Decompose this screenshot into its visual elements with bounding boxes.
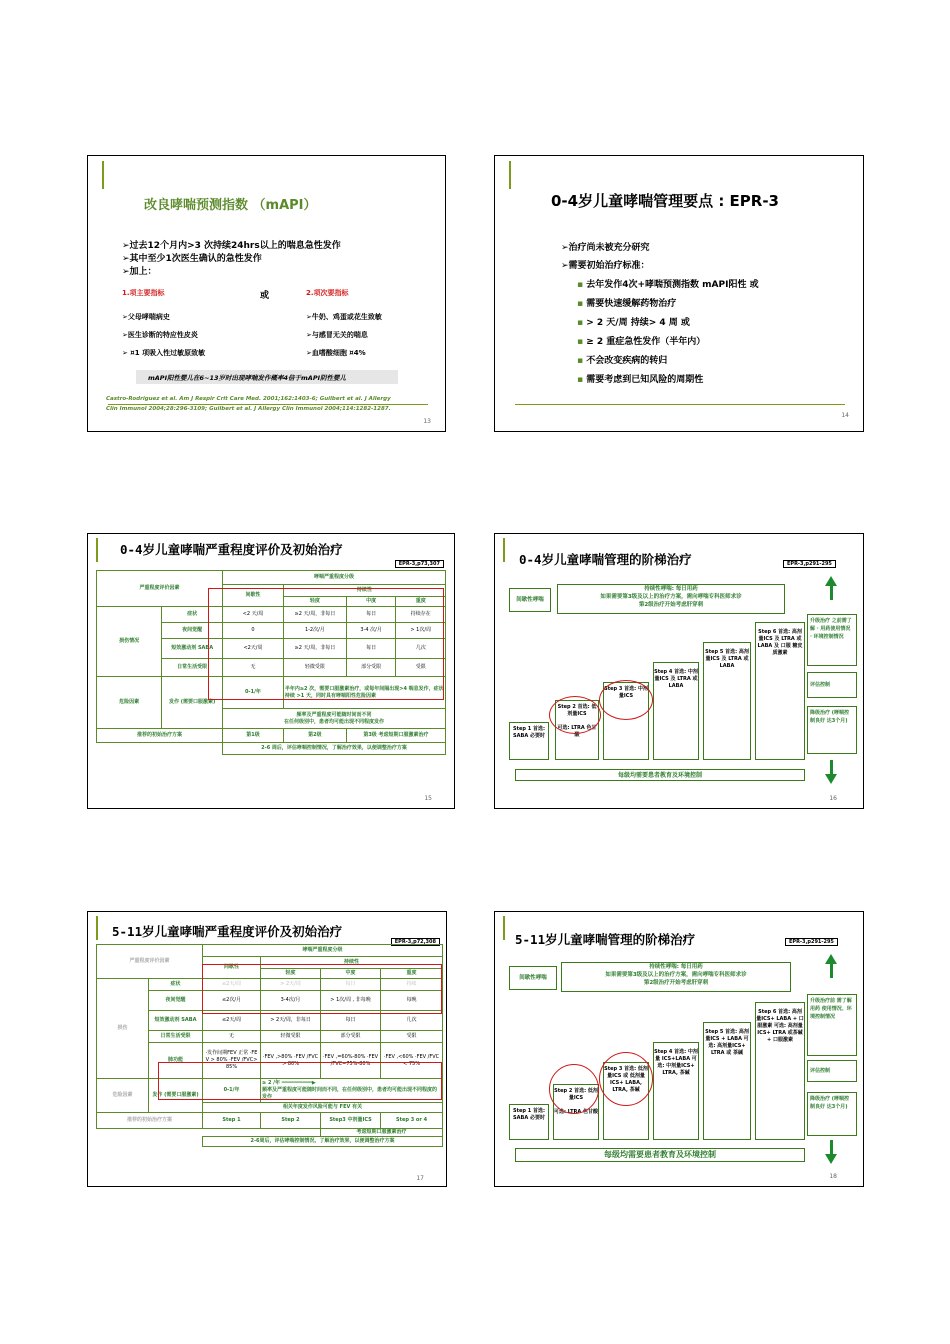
cell: 受限 xyxy=(381,1031,443,1043)
step-5: Step 5 首选: 高剂量ICS 及 LTRA 或LABA xyxy=(703,642,751,760)
cell: > 1次/周 xyxy=(396,623,446,639)
header-moderate: 中度 xyxy=(321,969,381,979)
up-arrow-shaft xyxy=(830,964,833,978)
row-label: 症状 xyxy=(162,607,223,623)
slide-title: 改良哮喘预测指数 （mAPI） xyxy=(144,198,317,213)
row-label: 推荐的初始治疗方案 xyxy=(97,729,223,743)
step-2: Step 2 首选: 低剂量ICS 可选: LTRA 色甘酸 xyxy=(555,700,599,760)
cell: 3-4次/月 xyxy=(261,991,321,1011)
step-3: Step 3 首选: 中剂量ICS xyxy=(603,682,649,760)
slide-title: 0-4岁儿童哮喘管理要点 : EPR-3 xyxy=(551,192,779,210)
step-3: Step 3 首选: 低剂量ICS 或 低剂量ICS+ LABA, LTRA, 茶碱 xyxy=(603,1062,649,1140)
cell: 每晚 xyxy=(381,991,443,1011)
row-label: 夜间觉醒 xyxy=(162,623,223,639)
sub-bullet: ▪ 需要快速缓解药物治疗 xyxy=(577,299,677,309)
cell: ≥2 天/周，非每日 xyxy=(283,639,346,659)
slide-title: 0-4岁儿童哮喘严重程度评价及初始治疗 xyxy=(120,542,343,557)
cell: 每日 xyxy=(346,639,396,659)
page-number: 15 xyxy=(424,795,432,802)
or-label: 或 xyxy=(260,291,270,301)
page-number: 17 xyxy=(416,1175,424,1182)
text-line: ➢加上： xyxy=(122,267,157,277)
cell: 几次 xyxy=(381,1011,443,1031)
highlight-circle xyxy=(549,696,601,734)
step-5: Step 5 首选: 高剂量ICS + LABA 可选: 高剂量ICS+ LTRA 或 茶碱 xyxy=(703,1022,751,1140)
cell: 持续存在 xyxy=(396,607,446,623)
slide-13 xyxy=(87,155,446,432)
cell: 0 xyxy=(223,623,284,639)
major-item: ➢父母哮喘病史 xyxy=(122,313,170,321)
page-number: 18 xyxy=(829,1173,837,1180)
slide-16 xyxy=(494,533,864,809)
header-moderate: 中度 xyxy=(346,597,396,607)
cell: 持续 xyxy=(381,979,443,991)
up-arrow-shaft xyxy=(830,586,833,600)
cell: 1-2次/月 xyxy=(283,623,346,639)
accent-line xyxy=(503,916,505,940)
cell: <2 天/周 xyxy=(223,607,284,623)
header-class: 哮喘严重程度分级 xyxy=(203,945,443,957)
step-4: Step 4 首选: 中剂量 ICS+LABA 可选: 中剂量ICS+ LTRA, 茶碱 xyxy=(653,1042,699,1140)
up-arrow-icon xyxy=(825,576,837,586)
reference-tag: EPR-3,p291-295 xyxy=(783,560,836,568)
cell: <2天/周 xyxy=(223,639,284,659)
cell: ·FEV ,<60% ·FEV /FVC < 75% xyxy=(381,1043,443,1079)
cell: 半年内≥2 次，需要口服激素治疗，或每年间隔出现>4 喘息发作，症状持续 >1 天，同时具有哮喘阳性危险因素 xyxy=(283,677,445,709)
cell: > 2天/周，非每日 xyxy=(261,1011,321,1031)
sub-bullet: ▪ > 2 天/周 持续> 4 周 或 xyxy=(577,318,690,328)
cell: ≥2 天/周，非每日 xyxy=(283,607,346,623)
sub-bullet: ▪ ≥ 2 重症急性发作（半年内） xyxy=(577,337,706,347)
text-line: ➢其中至少1次医生确认的急性发作 xyxy=(122,254,262,264)
step-1: Step 1 首选: SABA 必要时 xyxy=(509,1104,549,1140)
cell: Step 2 xyxy=(261,1113,321,1129)
major-item: ➢ ¤1 项吸入性过敏原致敏 xyxy=(122,349,206,357)
sub-bullet: ▪ 需要考虑到已知风险的周期性 xyxy=(577,375,704,385)
header-persistent: 持续性 xyxy=(261,957,443,969)
cell: 几次 xyxy=(396,639,446,659)
intermittent-label: 间歇性哮喘 xyxy=(509,588,551,612)
header-mild: 轻度 xyxy=(261,969,321,979)
cell: ·FEV ,=60%-80% ·FEV /FVC=75%-80% xyxy=(321,1043,381,1079)
cell: 无 xyxy=(223,659,284,677)
reference-tag: EPR-3,p72,308 xyxy=(391,938,440,946)
slide-14 xyxy=(494,155,864,432)
cell: ≥ 2 /年 ══════════▶ 频率及严重程度可能随时间而不同，在任何级别中，患者均可能出现不同程度的发作 xyxy=(261,1079,443,1103)
row-label: 夜间觉醒 xyxy=(149,991,203,1011)
reference-line: Clin Immunol 2004;28:296-3109; Guilbert et al. J Allergy Clin Immunol 2004;114:1282-1287. xyxy=(106,406,391,412)
cell: 部分受限 xyxy=(321,1031,381,1043)
cell: 2-6周后，评估哮喘控制情况，了解治疗效果，以便调整治疗方案 xyxy=(203,1137,443,1147)
cell: 考虑短期口服激素治疗 xyxy=(321,1129,443,1137)
reference-line: Castro-Rodriguez et al. Am J Respir Crit Care Med. 2001;162:1403-6; Guilbert et al. J Allergy xyxy=(106,396,391,402)
step-6: Step 6 首选: 高剂量ICS+ LABA + 口服激素 可选: 高剂量 ICS+ LTRA 或茶碱 + 口服激素 xyxy=(755,1002,805,1140)
accent-line xyxy=(515,404,845,405)
bullet: ➢治疗尚未被充分研究 xyxy=(561,243,650,253)
minor-item: ➢血嗜酸细胞 ¤4% xyxy=(306,349,366,357)
step-up-note: 升级治疗 之前需了解 · 用药使用情况 · 环境控制情况 xyxy=(807,614,857,666)
cell: 相关年度发作风险可能与 FEV 有关 xyxy=(203,1103,443,1113)
reference-tag: EPR-3,p291-295 xyxy=(785,938,838,946)
header-intermittent: 间歇性 xyxy=(223,585,284,607)
cell: 第1级 xyxy=(223,729,284,743)
cell: ·FEV ,>80% ·FEV /FVC> 80% xyxy=(261,1043,321,1079)
bullet: ➢需要初始治疗标准： xyxy=(561,261,650,271)
step-up-note: 升级治疗前 需了解用药 使用情况、环境控制情况 xyxy=(807,994,857,1056)
row-label: 推荐的初始治疗方案 xyxy=(97,1113,203,1129)
minor-item: ➢与感冒无关的喘息 xyxy=(306,331,368,339)
slide-17 xyxy=(87,911,447,1187)
down-arrow-icon xyxy=(825,1154,837,1164)
cell: ·发作间期FEV 正常 ·FEV > 80% ·FEV /FVC> 85% xyxy=(203,1043,261,1079)
sub-bullet: ▪ 不会改变疾病的转归 xyxy=(577,356,668,366)
cell: 受限 xyxy=(396,659,446,677)
major-item: ➢医生诊断的特应性皮炎 xyxy=(122,331,198,339)
cell: 第3级 考虑短期口服激素治疗 xyxy=(346,729,445,743)
cell: Step3 中剂量ICS xyxy=(321,1113,381,1129)
sub-bullet: ▪ 去年发作4次+哮喘预测指数 mAPI阳性 或 xyxy=(577,280,759,290)
row-group-risk: 危险因素 xyxy=(97,677,162,729)
persistent-banner: 持续性哮喘: 每日用药 如果需要第3级及以上的治疗方案，需向哮喘专科医师求诊 第2级治疗开始考虑肝穿刺 xyxy=(561,962,791,992)
slide-title: 5-11岁儿童哮喘管理的阶梯治疗 xyxy=(515,932,696,947)
accent-line xyxy=(108,404,428,405)
note-banner: mAPI阳性婴儿在6~13岁时出现哮喘发作概率4倍于mAPI阴性婴儿 xyxy=(136,370,398,384)
row-label: 日常生活受限 xyxy=(149,1031,203,1043)
assess-control-note: 评估控制 xyxy=(807,1060,857,1082)
header-mild: 轻度 xyxy=(283,597,346,607)
row-group-risk: 危险因素 xyxy=(97,1079,149,1113)
step-1: Step 1 首选: SABA 必要时 xyxy=(509,722,549,760)
header-intermittent: 间歇性 xyxy=(203,957,261,979)
assess-control-note: 评估控制 xyxy=(807,672,857,698)
accent-line xyxy=(503,538,505,562)
cell: ≤2天/周 xyxy=(203,979,261,991)
slide-title: 0-4岁儿童哮喘管理的阶梯治疗 xyxy=(519,552,692,567)
page-number: 16 xyxy=(829,795,837,802)
accent-line xyxy=(509,161,511,189)
minor-criteria-heading: 2.项次要指标 xyxy=(306,289,349,297)
slide-15 xyxy=(87,533,455,809)
header-severe: 重度 xyxy=(381,969,443,979)
reference-tag: EPR-3,p73,307 xyxy=(395,560,444,568)
step-6: Step 6 首选: 高剂量ICS 及 LTRA 或LABA 及 口服 糖皮质激素 xyxy=(755,622,805,760)
major-criteria-heading: 1.项主要指标 xyxy=(122,289,165,297)
row-label: 短效激动剂 SABA xyxy=(162,639,223,659)
row-label: 发作 (需要口服激素) xyxy=(149,1079,203,1113)
cell: 0-1/年 xyxy=(223,677,284,709)
slide-18 xyxy=(494,911,864,1187)
cell: Step 1 xyxy=(203,1113,261,1129)
text-line: ➢过去12个月内>3 次持续24hrs以上的喘息急性发作 xyxy=(122,241,341,251)
down-arrow-shaft xyxy=(830,760,833,774)
row-label: 日常生活受限 xyxy=(162,659,223,677)
accent-line xyxy=(96,538,98,562)
page-number: 14 xyxy=(841,412,849,419)
header-class: 哮喘严重程度分级 xyxy=(223,571,446,585)
row-label: 短效激动剂 SABA xyxy=(149,1011,203,1031)
highlight-circle xyxy=(599,1052,653,1106)
row-group-impairment: 损伤情况 xyxy=(97,607,162,677)
header-factor: 严重程度评价因素 xyxy=(97,571,223,607)
education-banner: 每级均需要患者教育及环境控制 xyxy=(515,769,805,781)
intermittent-label: 间歇性哮喘 xyxy=(509,966,557,990)
cell: 0-1/年 xyxy=(203,1079,261,1103)
cell: 频率及严重程度可能随时间而不同 在任何级别中，患者均可能出现不同程度发作 xyxy=(223,709,446,729)
step-down-note: 降级治疗 (哮喘控制良好 达3个月) xyxy=(807,1092,857,1136)
cell: 无 xyxy=(203,1031,261,1043)
down-arrow-icon xyxy=(825,774,837,784)
highlight-circle xyxy=(549,1064,599,1114)
cell: > 1次/周 , 非每晚 xyxy=(321,991,381,1011)
cell: ≤2次/月 xyxy=(203,991,261,1011)
header-severe: 重度 xyxy=(396,597,446,607)
cell: Step 3 or 4 xyxy=(381,1113,443,1129)
accent-line xyxy=(96,916,98,940)
highlight-box xyxy=(202,964,442,1014)
highlight-box xyxy=(208,588,444,700)
row-label: 症状 xyxy=(149,979,203,991)
header-factor: 严重程度评价因素 xyxy=(97,945,203,979)
down-arrow-shaft xyxy=(830,1140,833,1154)
cell: > 2天/周 xyxy=(261,979,321,991)
cell: 每日 xyxy=(321,979,381,991)
row-label: 肺功能 xyxy=(149,1043,203,1079)
page-number: 13 xyxy=(423,418,431,425)
up-arrow-icon xyxy=(825,954,837,964)
step-2: Step 2 首选: 低剂量ICS 可选: LTRA 色甘酸 xyxy=(553,1084,599,1140)
cell: 每日 xyxy=(321,1011,381,1031)
step-4: Step 4 首选: 中剂量ICS 及 LTRA 或LABA xyxy=(653,662,699,760)
minor-item: ➢牛奶、鸡蛋或花生致敏 xyxy=(306,313,382,321)
header-persistent: 持续性 xyxy=(283,585,445,597)
row-group-impairment: 损伤 xyxy=(97,979,149,1079)
persistent-banner: 持续性哮喘: 每日用药 如果需要第3级及以上的治疗方案，需向哮喘专科医师求诊 第2级治疗开始考虑肝穿刺 xyxy=(557,584,785,614)
slide-title: 5-11岁儿童哮喘严重程度评价及初始治疗 xyxy=(112,924,343,939)
cell: 轻微受限 xyxy=(261,1031,321,1043)
row-label: 发作 (需要口服激素) xyxy=(162,677,223,729)
cell: 2-6 周后，评估哮喘控制情况，了解治疗效果，以便调整治疗方案 xyxy=(223,743,446,755)
cell: 轻微受限 xyxy=(283,659,346,677)
cell: ≤2天/周 xyxy=(203,1011,261,1031)
cell: 第2级 xyxy=(283,729,346,743)
cell: 3-4 次/月 xyxy=(346,623,396,639)
cell: 部分受限 xyxy=(346,659,396,677)
step-down-note: 降级治疗 (哮喘控制良好 达3个月) xyxy=(807,706,857,754)
highlight-circle xyxy=(599,680,653,720)
accent-line xyxy=(102,161,104,189)
education-banner: 每级均需要患者教育及环境控制 xyxy=(515,1148,805,1162)
cell: 每日 xyxy=(346,607,396,623)
highlight-box xyxy=(158,1062,442,1100)
